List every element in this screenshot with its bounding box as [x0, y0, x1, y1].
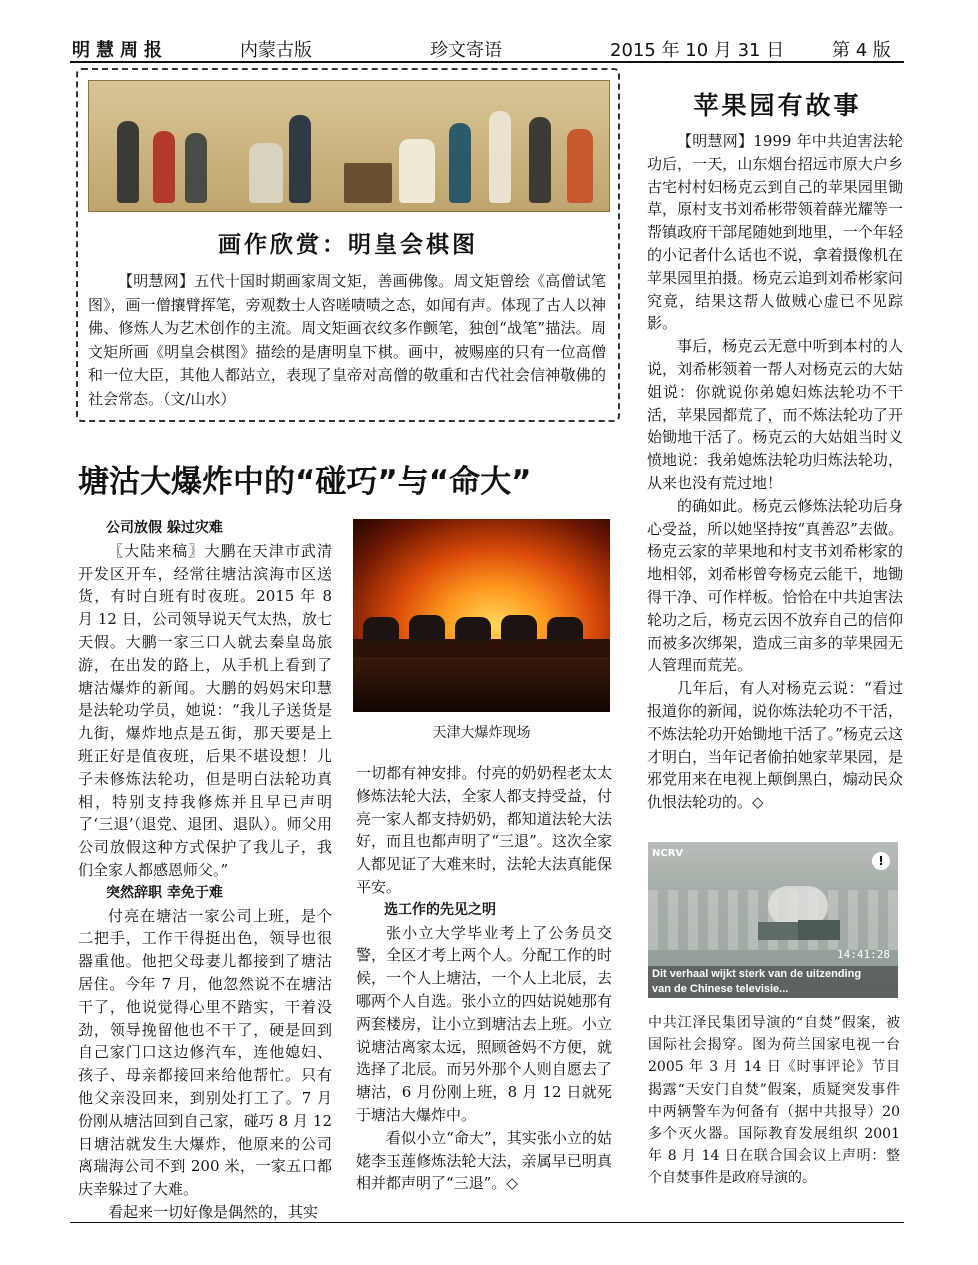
apple-article-body [647, 130, 903, 814]
tv-screenshot-image [648, 842, 898, 998]
paragraph: 一切都有神安排。付亮的奶奶程老太太修炼法轮大法，全家人都支持受益，付亮一家人都支持奶奶，都知道法轮大法好，而且也都声明了“三退”。这次全家人都见证了大难来时，法轮大法真能保平安。 [356, 764, 612, 896]
explosion-column-left [78, 517, 332, 1224]
explosion-column-right [356, 762, 612, 1195]
alert-icon: ! [872, 852, 890, 870]
paragraph: 张小立大学毕业考上了公务员交警，全区才考上两个人。分配工作的时候，一个人上塘沽，一个人上北辰，去哪两个人自选。张小立的四姑说她那有两套楼房，让小立到塘沽去上班。小立说塘沽离家太远，照顾爸妈不方便，就选择了北辰。而另外那个人则自愿去了塘沽，6 月份刚上班，8 月 12 日就死于塘沽大爆炸中。 [356, 923, 612, 1124]
painting-article-body: 【明慧网】五代十国时期画家周文矩，善画佛像。周文矩曾绘《高僧试笔图》，画一僧攘臂挥笔，旁观数士人咨嗟啧啧之态，如闻有声。体现了古人以神佛、修炼人为艺术创作的主流。周文矩画衣纹多作颤笔，独创“战笔”描法。周文矩所画《明皇会棋图》描绘的是唐明皇下棋。画中，被赐座的只有一位高僧和一位大臣，其他人都站立，表现了皇帝对高僧的敬重和古代社会信神敬佛的社会常态。（文/山水） [88, 272, 606, 408]
apple-paragraph: 【明慧网】1999 年中共迫害法轮功后，一天，山东烟台招远市原大户乡古宅村村妇杨克云到自己的苹果园里锄草，原村支书刘希彬带领着薛光耀等一帮镇政府干部尾随她到地里，一个年轻的小记者什么话也不说，拿着摄像机在苹果园里拍摄。杨克云追到刘希彬家问究竟，结果这帮人做贼心虚已不见踪影。 [647, 132, 903, 333]
paragraph: 〖大陆来稿〗大鹏在天津市武清开发区开车，经常往塘沽滨海市区送货，有时白班有时夜班。2015 年 8 月 12 日，公司领导说天气太热，放七天假。大鹏一家三口人就去秦皇岛旅游，在出发的路上，从手机上看到了塘沽爆炸的新闻。大鹏的妈妈宋印慧是法轮功学员，她说：“我儿子送货是九街，爆炸地点是五街，那天要是上班正好是值夜班，后果不堪设想！儿子未修炼法轮功，但是明白法轮功真相，特别支持我修炼并且早已声明了‘三退’（退党、退团、退队）。师父用公司放假这种方式保护了我儿子，我们全家人都感恩师父。” [78, 541, 332, 879]
apple-paragraph: 的确如此。杨克云修炼法轮功后身心受益，所以她坚持按“真善忍”去做。杨克云家的苹果地和村支书刘希彬家的地相邻，刘希彬曾夸杨克云能干，地锄得干净、可作样板。恰恰在中共迫害法轮功之后，杨克云因不放弃自己的信仰而被多次绑架，造成三亩多的苹果园无人管理而荒芜。 [647, 496, 903, 675]
explosion-article-title: 塘沽大爆炸中的“碰巧”与“命大” [78, 464, 532, 500]
painting-image [88, 80, 610, 212]
explosion-scene-image [353, 519, 610, 712]
footer-rule [70, 1222, 904, 1223]
tv-logo: NCRV [652, 848, 684, 859]
page-header [72, 34, 904, 60]
tv-overlay-line1: Dit verhaal wijkt sterk van de uitzending [652, 968, 862, 980]
apple-article-title: 苹果园有故事 [693, 91, 862, 120]
section-label: 珍文寄语 [430, 40, 502, 61]
apple-paragraph: 几年后，有人对杨克云说：“看过报道你的新闻，说你炼法轮功不干活，不炼法轮功开始锄地干活了。”杨克云这才明白，当年记者偷拍她家苹果园，是邪党用来在电视上颠倒黑白，煽动民众仇恨法轮功的。◇ [647, 679, 903, 812]
paragraph: 看起来一切好像是偶然的，其实 [108, 1202, 319, 1221]
subheading: 公司放假 躲过灾难 [106, 520, 223, 536]
subheading: 突然辞职 幸免于难 [106, 884, 223, 901]
tv-overlay-line2: van de Chinese televisie... [652, 983, 789, 995]
issue-date: 2015 年 10 月 31 日 [610, 40, 785, 61]
paragraph: 看似小立“命大”，其实张小立的姑姥李玉莲修炼法轮大法，亲属早已明真相并都声明了“三退”。◇ [356, 1128, 612, 1193]
paragraph: 付亮在塘沽一家公司上班，是个二把手，工作干得挺出色，领导也很器重他。他把父母妻儿都接到了塘沽居住。今年 7 月，他忽然说不在塘沽干了，他说觉得心里不踏实，干着没劲，领导挽留他也不干了，硬是回到自己家门口这边修汽车，连他媳妇、孩子、母亲都接回来给他帮忙。只有他父亲没回来，到别处打工了。7 月份刚从塘沽回到自己家，碰巧 8 月 12 日塘沽就发生大爆炸，他原来的公司离瑞海公司不到 200 米，一家五口都庆幸躲过了大难。 [78, 906, 332, 1199]
header-rule [70, 61, 904, 63]
tv-photo-caption: 中共江泽民集团导演的“自焚”假案，被国际社会揭穿。图为荷兰国家电视一台 2005 年 3 月 14 日《时事评论》节目揭露“天安门自焚”假案，质疑突发事件中两辆警车为何备有（据中共报导）20 多个灭火器。国际教育发展组织 2001 年 8 月 14 日在联合国会议上声明：整个自焚事件是政府导演的。 [648, 1015, 900, 1187]
explosion-photo-caption: 天津大爆炸现场 [432, 725, 531, 741]
page-number: 第 4 版 [832, 40, 891, 61]
apple-paragraph: 事后，杨克云无意中听到本村的人说，刘希彬领着一帮人对杨克云的大姑姐说：你就说你弟媳妇炼法轮功不干活，苹果园都荒了，而不炼法轮功了开始锄地干活了。杨克云的大姑姐当时义愤地说：我弟媳炼法轮功归炼法轮功，从来也没有荒过地！ [647, 337, 903, 492]
subheading: 选工作的先见之明 [384, 901, 496, 918]
tv-timestamp: 14:41:28 [837, 948, 890, 961]
painting-article-title: 画作欣赏：明皇会棋图 [218, 232, 478, 258]
newspaper-name: 明慧周报 [72, 40, 168, 61]
edition-label: 内蒙古版 [240, 40, 312, 61]
